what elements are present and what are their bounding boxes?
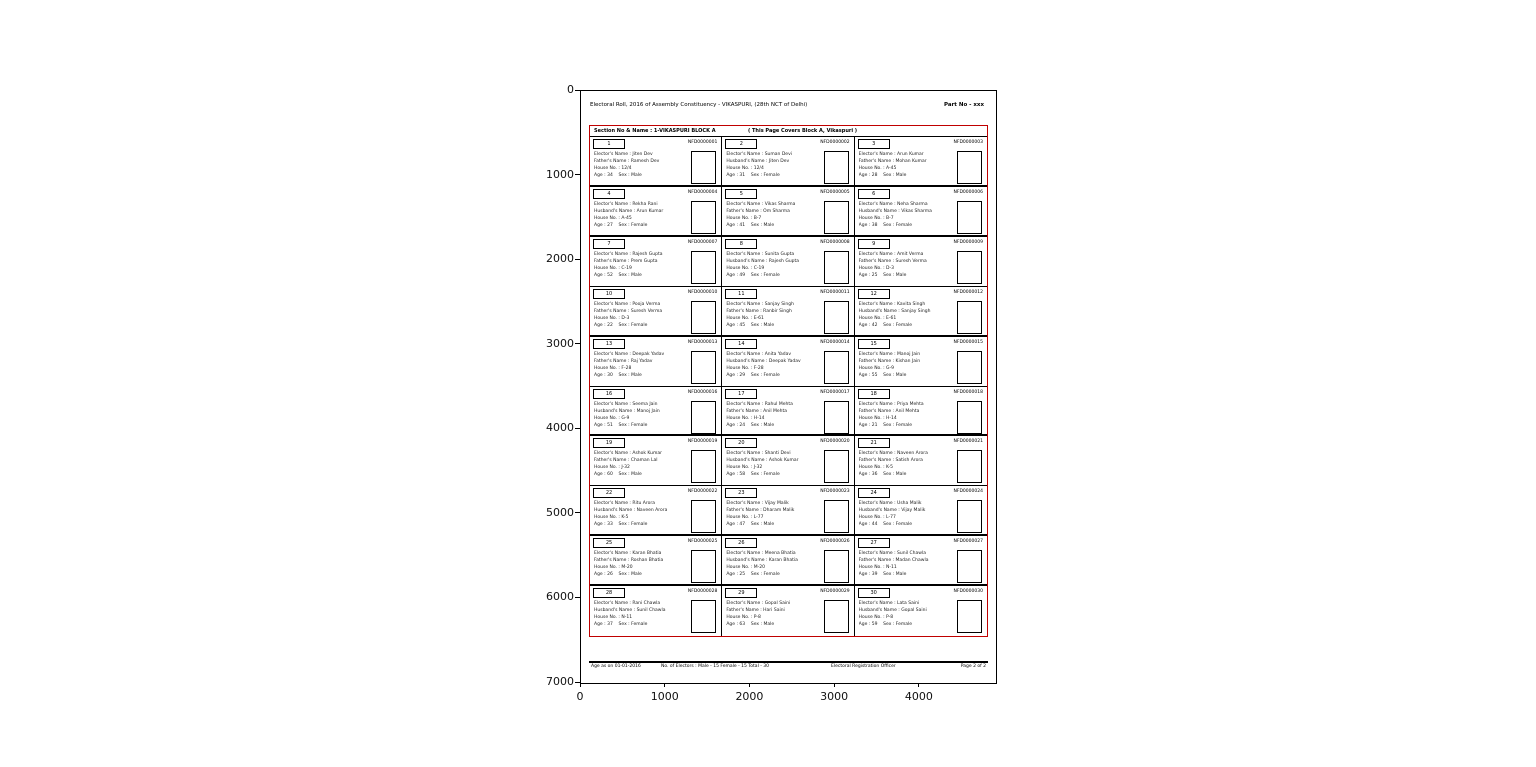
- relative-name-line: Husband's Name : Karan Bhatia: [726, 558, 798, 564]
- y-tick-label: 0: [567, 83, 574, 96]
- house-no-line: House No. : G-9: [594, 415, 630, 421]
- age-sex-line: Age : 28 Sex : Male: [858, 173, 907, 178]
- serial-number-box: 3: [858, 139, 890, 149]
- elector-name-line: Elector's Name : Karan Bhatia: [594, 551, 662, 557]
- age-sex-line: Age : 39 Sex : Male: [858, 572, 907, 578]
- elector-name-line: Elector's Name : Rajesh Gupta: [594, 251, 663, 257]
- house-no-line: House No. : A-45: [858, 166, 897, 171]
- epic-number: NFD0000008: [820, 239, 850, 245]
- voter-fields: [726, 151, 824, 179]
- voter-fields: [594, 401, 692, 429]
- age-sex-line: Age : 24 Sex : Male: [726, 422, 775, 428]
- voter-card: [722, 586, 854, 636]
- voter-card: [590, 387, 722, 437]
- epic-number: NFD0000012: [953, 289, 983, 295]
- epic-number: NFD0000001: [687, 140, 718, 145]
- photo-placeholder: [691, 550, 716, 583]
- epic-number: NFD0000003: [953, 140, 983, 145]
- voter-grid: [590, 136, 987, 636]
- serial-number-box: 1: [593, 139, 625, 149]
- serial-number-box: 10: [593, 289, 625, 299]
- relative-name-line: Father's Name : Mohan Kumar: [858, 159, 927, 164]
- epic-number: NFD0000020: [820, 439, 850, 445]
- age-sex-line: Age : 38 Sex : Female: [858, 222, 913, 228]
- elector-name-line: Elector's Name : Sunil Chawla: [858, 551, 926, 557]
- age-sex-line: Age : 63 Sex : Male: [726, 622, 775, 628]
- photo-placeholder: [957, 500, 982, 533]
- serial-number-box: 23: [725, 488, 757, 498]
- voter-card: [590, 536, 722, 586]
- age-sex-line: Age : 27 Sex : Female: [594, 222, 648, 228]
- serial-number-box: 27: [858, 538, 890, 548]
- house-no-line: House No. : B-7: [858, 215, 894, 221]
- house-no-line: House No. : J-32: [726, 465, 763, 471]
- photo-placeholder: [824, 201, 849, 234]
- epic-number: NFD0000007: [687, 239, 718, 245]
- voter-fields: [859, 600, 957, 628]
- voter-card: [855, 486, 987, 536]
- voter-fields: [726, 351, 824, 379]
- voter-card: [722, 287, 854, 337]
- photo-placeholder: [957, 251, 982, 284]
- house-no-line: House No. : D-3: [858, 265, 894, 271]
- elector-name-line: Elector's Name : Vikas Sharma: [726, 201, 796, 207]
- epic-number: NFD0000004: [687, 189, 718, 195]
- age-sex-line: Age : 59 Sex : Female: [858, 622, 913, 628]
- elector-name-line: Elector's Name : Neha Sharma: [858, 201, 928, 207]
- content-red-border: [589, 125, 988, 637]
- photo-placeholder: [824, 600, 849, 633]
- age-sex-line: Age : 44 Sex : Female: [858, 522, 913, 528]
- voter-card: [722, 237, 854, 287]
- relative-name-line: Husband's Name : Naveen Arora: [594, 508, 668, 514]
- voter-fields: [594, 500, 692, 528]
- relative-name-line: Husband's Name : Manoj Jain: [594, 408, 660, 414]
- y-tick-label: 7000: [546, 675, 574, 688]
- relative-name-line: Father's Name : Ranbir Singh: [726, 308, 792, 314]
- photo-placeholder: [691, 201, 716, 234]
- footer-item: No. of Electors : Male - 15 Female - 15 Total - 30: [661, 664, 770, 669]
- photo-placeholder: [691, 600, 716, 633]
- elector-name-line: Elector's Name : Anita Yadav: [726, 351, 791, 357]
- voter-fields: [726, 401, 824, 429]
- relative-name-line: Husband's Name : Vikas Sharma: [858, 208, 932, 214]
- voter-card: [722, 436, 854, 486]
- elector-name-line: Elector's Name : Meena Bhatia: [726, 551, 796, 557]
- age-sex-line: Age : 36 Sex : Male: [858, 472, 907, 478]
- footer-item: Page 2 of 2: [960, 664, 986, 669]
- age-sex-line: Age : 22 Sex : Female: [594, 322, 648, 328]
- epic-number: NFD0000014: [820, 339, 850, 345]
- voter-card: [855, 586, 987, 636]
- epic-number: NFD0000030: [953, 589, 983, 595]
- age-sex-line: Age : 34 Sex : Male: [594, 173, 642, 178]
- y-tick-label: 1000: [546, 167, 574, 181]
- house-no-line: House No. : 12/4: [594, 166, 632, 171]
- x-tick-label: 2000: [735, 690, 764, 703]
- elector-name-line: Elector's Name : Rani Chawla: [594, 601, 661, 607]
- elector-name-line: Elector's Name : Jiten Dev: [594, 152, 653, 157]
- serial-number-box: 4: [593, 189, 625, 199]
- serial-number-box: 11: [725, 289, 757, 299]
- age-sex-line: Age : 60 Sex : Male: [594, 472, 642, 478]
- epic-number: NFD0000022: [687, 489, 718, 495]
- epic-number: NFD0000010: [687, 289, 718, 295]
- x-tick-label: 3000: [820, 690, 849, 703]
- relative-name-line: Husband's Name : Arun Kumar: [594, 208, 664, 214]
- epic-number: NFD0000025: [687, 539, 718, 545]
- voter-card: [722, 137, 854, 187]
- serial-number-box: 8: [725, 239, 757, 249]
- elector-name-line: Elector's Name : Ashok Kumar: [594, 451, 663, 457]
- relative-name-line: Father's Name : Suresh Verma: [594, 308, 663, 314]
- voter-fields: [594, 251, 692, 279]
- epic-number: NFD0000021: [953, 439, 983, 445]
- epic-number: NFD0000009: [953, 239, 983, 245]
- photo-placeholder: [957, 450, 982, 483]
- serial-number-box: 15: [858, 339, 890, 349]
- section-header: [590, 126, 987, 136]
- photo-placeholder: [691, 500, 716, 533]
- house-no-line: House No. : E-61: [726, 315, 764, 321]
- house-no-line: House No. : C-19: [726, 265, 765, 271]
- voter-card: [590, 287, 722, 337]
- house-no-line: House No. : P-8: [726, 615, 761, 621]
- footer-rule: [589, 661, 988, 663]
- serial-number-box: 5: [725, 189, 757, 199]
- serial-number-box: 6: [858, 189, 890, 199]
- voter-fields: [859, 151, 957, 179]
- age-sex-line: Age : 31 Sex : Female: [726, 173, 780, 178]
- photo-placeholder: [957, 600, 982, 633]
- voter-card: [722, 536, 854, 586]
- epic-number: NFD0000016: [687, 389, 718, 395]
- voter-card: [855, 237, 987, 287]
- epic-number: NFD0000027: [953, 539, 983, 545]
- epic-number: NFD0000011: [820, 289, 850, 295]
- photo-placeholder: [691, 251, 716, 284]
- relative-name-line: Father's Name : Madan Chawla: [858, 558, 929, 564]
- document-title: Electoral Roll, 2016 of Assembly Constituency - VIKASPURI, (28th NCT of Delhi): [590, 102, 808, 108]
- y-tick-label: 5000: [546, 505, 574, 519]
- voter-card: [590, 237, 722, 287]
- photo-placeholder: [691, 450, 716, 483]
- house-no-line: House No. : B-7: [726, 215, 762, 221]
- age-sex-line: Age : 55 Sex : Male: [858, 372, 907, 378]
- voter-fields: [859, 251, 957, 279]
- age-sex-line: Age : 25 Sex : Male: [858, 272, 907, 278]
- serial-number-box: 2: [725, 139, 757, 149]
- relative-name-line: Father's Name : Roshan Bhatia: [594, 558, 664, 564]
- epic-number: NFD0000015: [953, 339, 983, 345]
- voter-fields: [594, 301, 692, 329]
- voter-card: [590, 436, 722, 486]
- relative-name-line: Father's Name : Ramesh Dev: [594, 159, 660, 164]
- house-no-line: House No. : L-77: [726, 515, 764, 521]
- voter-fields: [859, 351, 957, 379]
- voter-fields: [594, 351, 692, 379]
- voter-card: [590, 486, 722, 536]
- voter-fields: [726, 251, 824, 279]
- footer-item: Electoral Registration Officer: [831, 664, 896, 669]
- house-no-line: House No. : J-32: [594, 465, 630, 471]
- voter-card: [855, 187, 987, 237]
- voter-fields: [859, 500, 957, 528]
- voter-fields: [594, 151, 692, 179]
- serial-number-box: 19: [593, 438, 625, 448]
- elector-name-line: Elector's Name : Amit Verma: [858, 251, 924, 257]
- relative-name-line: Husband's Name : Sanjay Singh: [858, 308, 931, 314]
- section-note: ( This Page Covers Block A, Vikaspuri ): [748, 128, 858, 134]
- voter-fields: [859, 550, 957, 578]
- voter-card: [722, 337, 854, 387]
- house-no-line: House No. : L-77: [858, 515, 896, 521]
- photo-placeholder: [824, 301, 849, 334]
- relative-name-line: Father's Name : Anil Mehta: [726, 408, 788, 414]
- voter-card: [722, 486, 854, 536]
- photo-placeholder: [824, 500, 849, 533]
- elector-name-line: Elector's Name : Deepak Yadav: [594, 351, 665, 357]
- house-no-line: House No. : H-14: [858, 415, 897, 421]
- house-no-line: House No. : E-61: [858, 315, 897, 321]
- age-sex-line: Age : 49 Sex : Female: [726, 272, 780, 278]
- voter-card: [590, 586, 722, 636]
- house-no-line: House No. : A-45: [594, 215, 632, 221]
- photo-placeholder: [824, 401, 849, 434]
- serial-number-box: 14: [725, 339, 757, 349]
- x-tick-label: 1000: [650, 690, 679, 703]
- age-sex-line: Age : 51 Sex : Female: [594, 422, 648, 428]
- epic-number: NFD0000006: [953, 189, 983, 195]
- elector-name-line: Elector's Name : Vijay Malik: [726, 501, 789, 507]
- age-sex-line: Age : 42 Sex : Female: [858, 322, 913, 328]
- serial-number-box: 16: [593, 389, 625, 399]
- voter-card: [855, 287, 987, 337]
- elector-name-line: Elector's Name : Pooja Verma: [594, 301, 661, 307]
- voter-card: [722, 387, 854, 437]
- photo-placeholder: [957, 201, 982, 234]
- relative-name-line: Husband's Name : Gopal Saini: [858, 608, 927, 614]
- serial-number-box: 21: [858, 438, 890, 448]
- epic-number: NFD0000019: [687, 439, 718, 445]
- voter-fields: [859, 450, 957, 478]
- y-tick-label: 4000: [546, 421, 574, 435]
- epic-number: NFD0000002: [820, 140, 850, 145]
- serial-number-box: 20: [725, 438, 757, 448]
- relative-name-line: Husband's Name : Jiten Dev: [726, 159, 790, 164]
- relative-name-line: Father's Name : Suresh Verma: [858, 258, 927, 264]
- house-no-line: House No. : F-28: [594, 365, 632, 371]
- serial-number-box: 12: [858, 289, 890, 299]
- voter-card: [590, 137, 722, 187]
- voter-card: [590, 337, 722, 387]
- age-sex-line: Age : 45 Sex : Male: [726, 322, 775, 328]
- house-no-line: House No. : M-20: [726, 565, 765, 571]
- voter-fields: [859, 401, 957, 429]
- section-name: Section No & Name : 1-VIKASPURI BLOCK A: [594, 128, 716, 134]
- serial-number-box: 22: [593, 488, 625, 498]
- voter-card: [855, 137, 987, 187]
- epic-number: NFD0000018: [953, 389, 983, 395]
- age-sex-line: Age : 30 Sex : Male: [594, 372, 642, 378]
- house-no-line: House No. : N-11: [858, 565, 897, 571]
- voter-fields: [726, 450, 824, 478]
- photo-placeholder: [957, 301, 982, 334]
- serial-number-box: 30: [858, 588, 890, 598]
- photo-placeholder: [691, 351, 716, 384]
- document-footer: [589, 664, 988, 674]
- x-tick-label: 4000: [904, 690, 933, 703]
- x-tick-label: 0: [576, 690, 584, 703]
- y-tick-label: 6000: [546, 590, 574, 604]
- elector-name-line: Elector's Name : Shanti Devi: [726, 451, 791, 457]
- photo-placeholder: [824, 251, 849, 284]
- photo-placeholder: [691, 301, 716, 334]
- relative-name-line: Father's Name : Satish Arora: [858, 458, 923, 464]
- photo-placeholder: [957, 351, 982, 384]
- photo-placeholder: [691, 401, 716, 434]
- serial-number-box: 7: [593, 239, 625, 249]
- elector-name-line: Elector's Name : Gopal Saini: [726, 601, 791, 607]
- footer-item: Age as on 01-01-2016: [591, 664, 641, 669]
- photo-placeholder: [824, 450, 849, 483]
- epic-number: NFD0000028: [687, 589, 718, 595]
- serial-number-box: 29: [725, 588, 757, 598]
- voter-fields: [726, 600, 824, 628]
- photo-placeholder: [957, 401, 982, 434]
- voter-card: [855, 436, 987, 486]
- elector-name-line: Elector's Name : Priya Mehta: [858, 401, 924, 407]
- relative-name-line: Father's Name : Hari Saini: [726, 608, 785, 614]
- elector-name-line: Elector's Name : Ritu Arora: [594, 501, 655, 507]
- house-no-line: House No. : F-28: [726, 365, 764, 371]
- relative-name-line: Husband's Name : Vijay Malik: [858, 508, 926, 514]
- relative-name-line: Father's Name : Prem Gupta: [594, 258, 658, 264]
- elector-name-line: Elector's Name : Naveen Arora: [858, 451, 928, 457]
- photo-placeholder: [824, 351, 849, 384]
- elector-name-line: Elector's Name : Seema Jain: [594, 401, 658, 407]
- age-sex-line: Age : 58 Sex : Female: [726, 472, 780, 478]
- elector-name-line: Elector's Name : Usha Malik: [858, 501, 922, 507]
- serial-number-box: 28: [593, 588, 625, 598]
- elector-name-line: Elector's Name : Rahul Mehta: [726, 401, 793, 407]
- relative-name-line: Father's Name : Raj Yadav: [594, 358, 653, 364]
- house-no-line: House No. : P-8: [858, 615, 894, 621]
- age-sex-line: Age : 25 Sex : Female: [726, 572, 780, 578]
- epic-number: NFD0000013: [687, 339, 718, 345]
- serial-number-box: 26: [725, 538, 757, 548]
- elector-name-line: Elector's Name : Rekha Rani: [594, 201, 658, 207]
- relative-name-line: Husband's Name : Rajesh Gupta: [726, 258, 800, 264]
- voter-fields: [594, 201, 692, 229]
- serial-number-box: 9: [858, 239, 890, 249]
- document-page: [580, 90, 997, 684]
- elector-name-line: Elector's Name : Sanjay Singh: [726, 301, 794, 307]
- house-no-line: House No. : N-11: [594, 615, 633, 621]
- relative-name-line: Father's Name : Dharam Malik: [726, 508, 795, 514]
- elector-name-line: Elector's Name : Lata Saini: [858, 601, 920, 607]
- relative-name-line: Father's Name : Om Sharma: [726, 208, 790, 214]
- voter-fields: [726, 201, 824, 229]
- photo-placeholder: [957, 550, 982, 583]
- epic-number: NFD0000024: [953, 489, 983, 495]
- house-no-line: House No. : K-5: [594, 515, 629, 521]
- house-no-line: House No. : M-20: [594, 565, 633, 571]
- voter-fields: [594, 600, 692, 628]
- epic-number: NFD0000005: [820, 189, 850, 195]
- voter-card: [590, 187, 722, 237]
- y-tick-label: 2000: [546, 252, 574, 266]
- epic-number: NFD0000023: [820, 489, 850, 495]
- age-sex-line: Age : 21 Sex : Female: [858, 422, 913, 428]
- elector-name-line: Elector's Name : Suman Devi: [726, 152, 792, 157]
- voter-fields: [726, 550, 824, 578]
- serial-number-box: 13: [593, 339, 625, 349]
- house-no-line: House No. : D-3: [594, 315, 630, 321]
- age-sex-line: Age : 26 Sex : Male: [594, 572, 642, 578]
- relative-name-line: Husband's Name : Deepak Yadav: [726, 358, 801, 364]
- elector-name-line: Elector's Name : Kavita Singh: [858, 301, 926, 307]
- age-sex-line: Age : 37 Sex : Female: [594, 622, 648, 628]
- epic-number: NFD0000026: [820, 539, 850, 545]
- voter-fields: [594, 450, 692, 478]
- part-number: Part No - xxx: [944, 102, 984, 108]
- elector-name-line: Elector's Name : Manoj Jain: [858, 351, 921, 357]
- serial-number-box: 18: [858, 389, 890, 399]
- epic-number: NFD0000029: [820, 589, 850, 595]
- voter-card: [855, 337, 987, 387]
- age-sex-line: Age : 29 Sex : Female: [726, 372, 780, 378]
- house-no-line: House No. : H-14: [726, 415, 765, 421]
- voter-fields: [726, 301, 824, 329]
- voter-fields: [859, 301, 957, 329]
- age-sex-line: Age : 41 Sex : Male: [726, 222, 775, 228]
- age-sex-line: Age : 33 Sex : Female: [594, 522, 648, 528]
- elector-name-line: Elector's Name : Arun Kumar: [858, 152, 924, 157]
- voter-fields: [859, 201, 957, 229]
- voter-fields: [726, 500, 824, 528]
- relative-name-line: Husband's Name : Ashok Kumar: [726, 458, 799, 464]
- serial-number-box: 24: [858, 488, 890, 498]
- relative-name-line: Father's Name : Chaman Lal: [594, 458, 658, 464]
- epic-number: NFD0000017: [820, 389, 850, 395]
- relative-name-line: Husband's Name : Sunil Chawla: [594, 608, 666, 614]
- house-no-line: House No. : K-5: [858, 465, 894, 471]
- house-no-line: House No. : 12/4: [726, 166, 764, 171]
- age-sex-line: Age : 47 Sex : Male: [726, 522, 775, 528]
- y-tick-label: 3000: [546, 336, 574, 350]
- voter-card: [855, 536, 987, 586]
- photo-placeholder: [824, 550, 849, 583]
- voter-card: [855, 387, 987, 437]
- age-sex-line: Age : 52 Sex : Male: [594, 272, 642, 278]
- relative-name-line: Father's Name : Kishan Jain: [858, 358, 921, 364]
- voter-card: [722, 187, 854, 237]
- elector-name-line: Elector's Name : Sunita Gupta: [726, 251, 795, 257]
- photo-placeholder: [824, 151, 849, 184]
- house-no-line: House No. : C-19: [594, 265, 632, 271]
- serial-number-box: 17: [725, 389, 757, 399]
- voter-fields: [594, 550, 692, 578]
- relative-name-line: Father's Name : Anil Mehta: [858, 408, 920, 414]
- house-no-line: House No. : G-9: [858, 365, 895, 371]
- photo-placeholder: [691, 151, 716, 184]
- photo-placeholder: [957, 151, 982, 184]
- serial-number-box: 25: [593, 538, 625, 548]
